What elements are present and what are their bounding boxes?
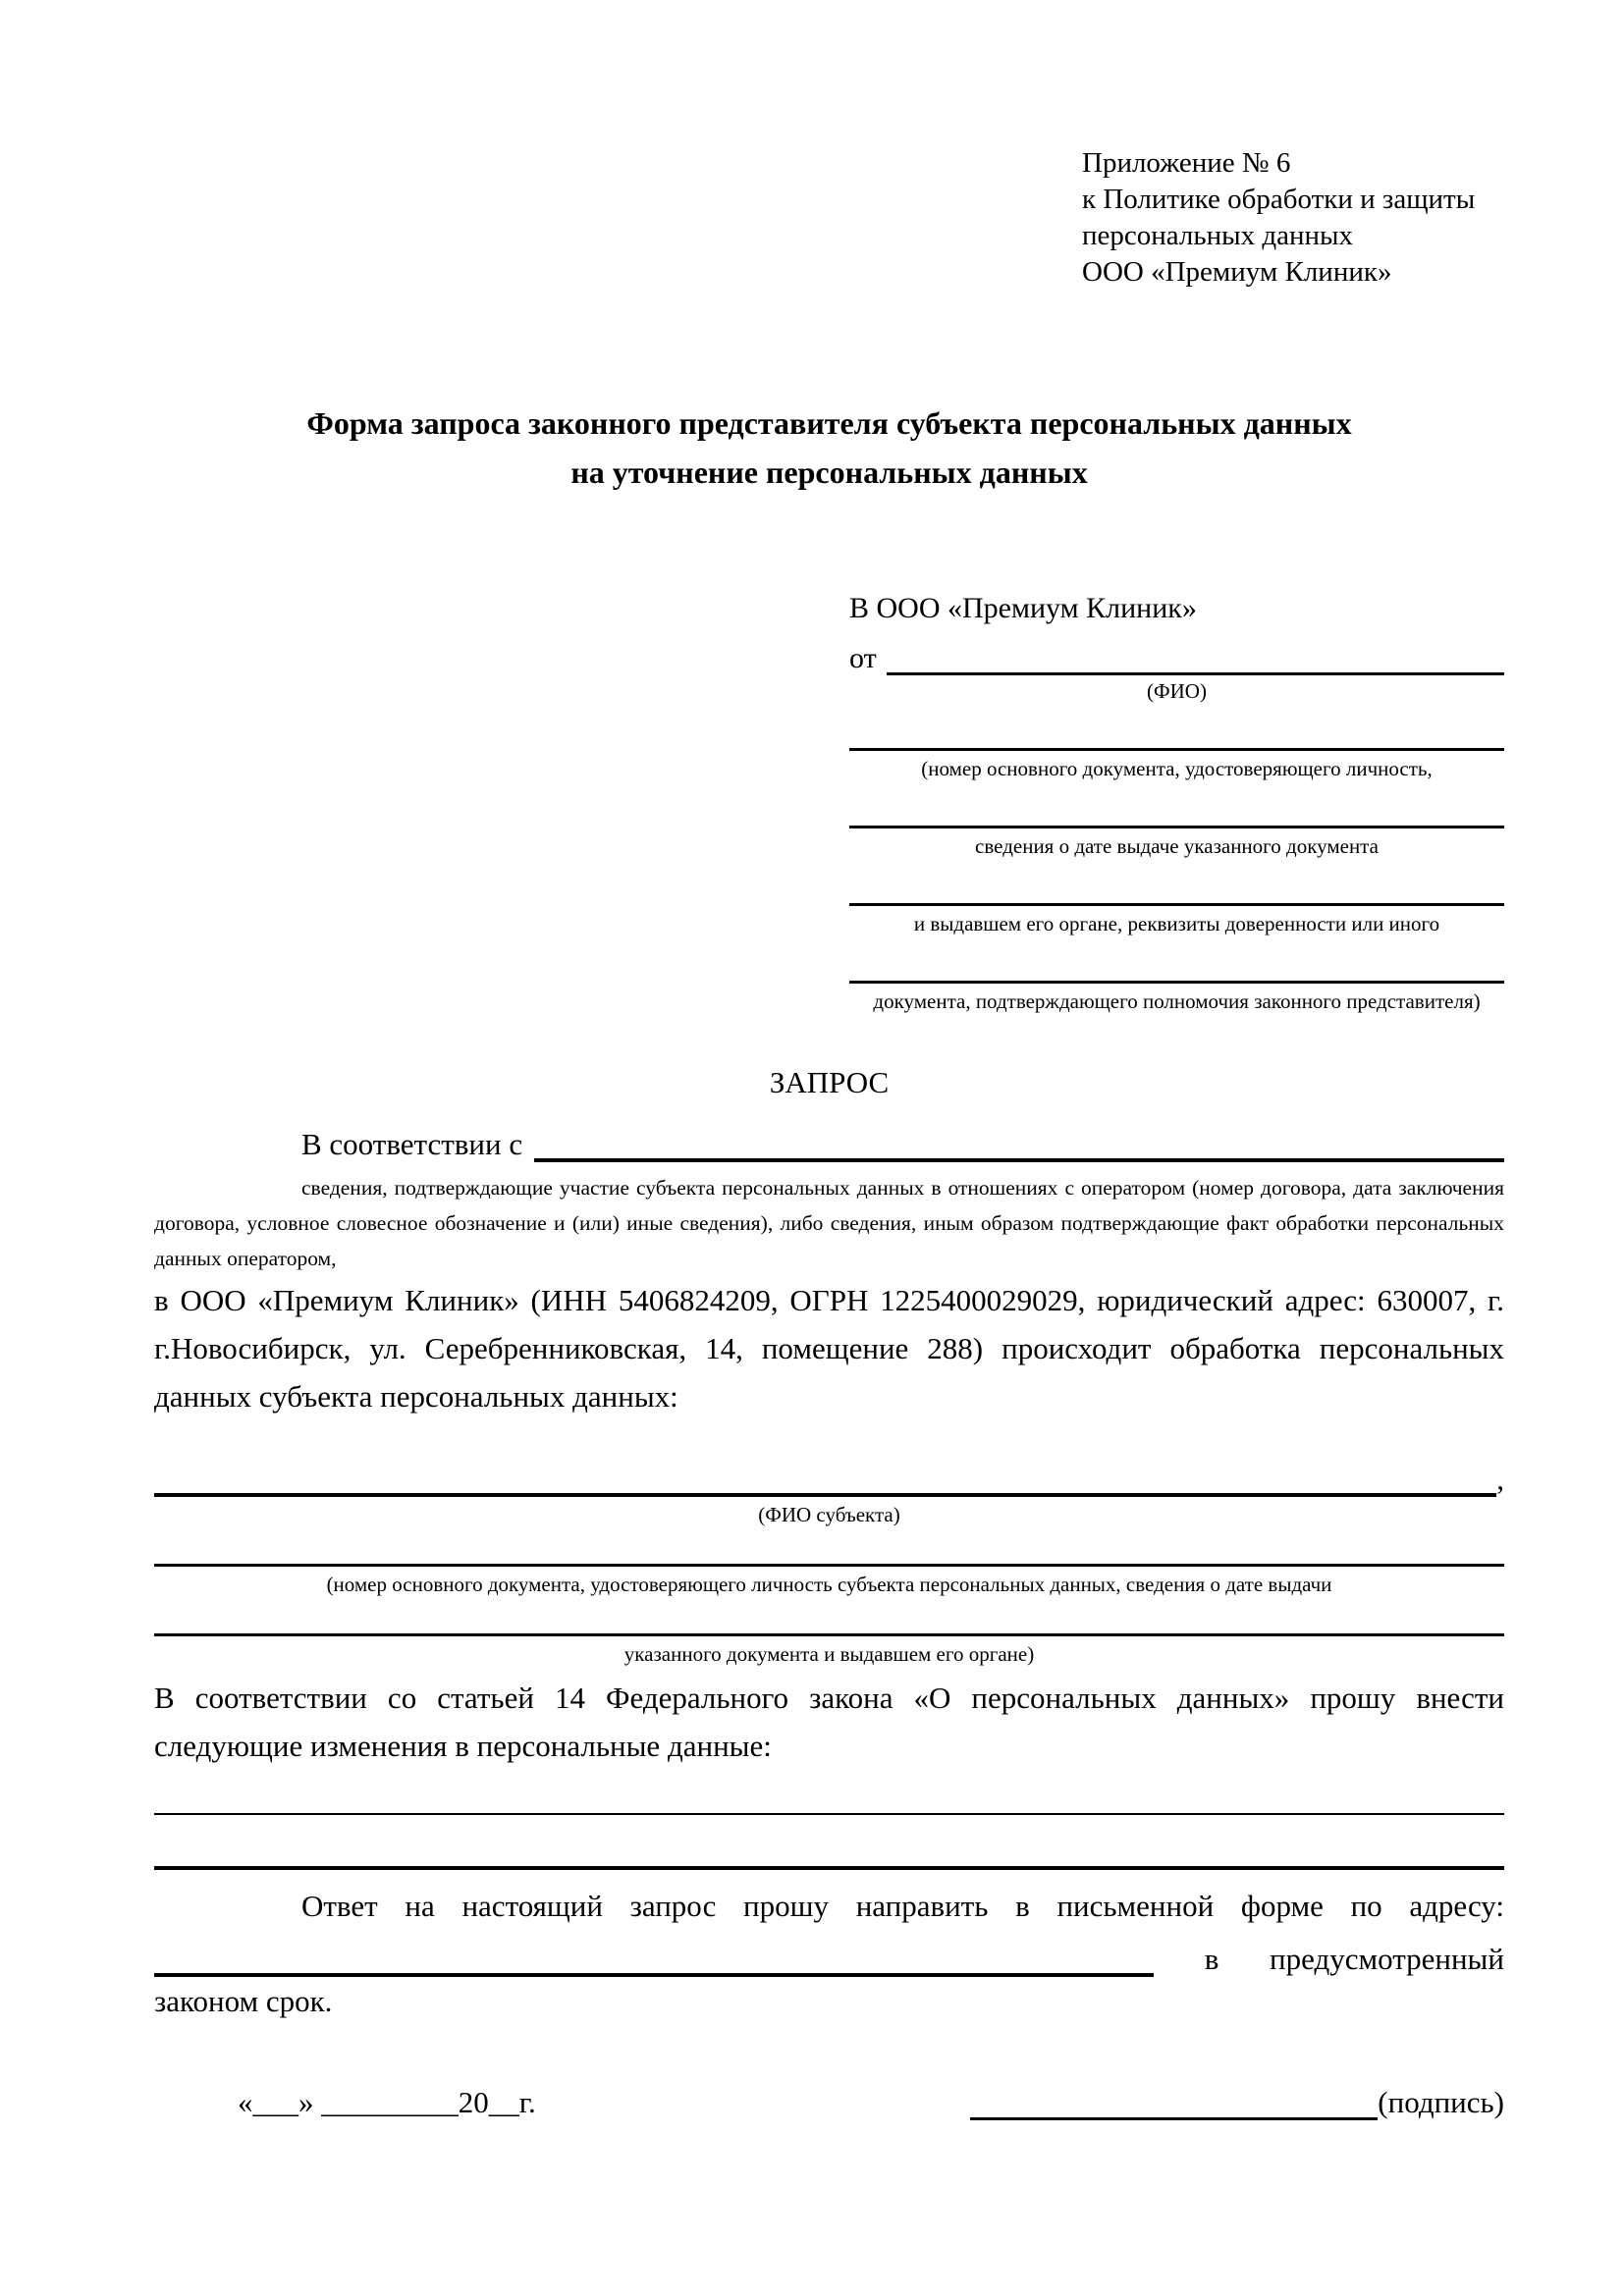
request-heading: ЗАПРОС — [769, 1065, 890, 1099]
appendix-line: Приложение № 6 — [1082, 147, 1291, 179]
document-title-line: на уточнение персональных данных — [570, 454, 1088, 490]
date-blank-field: «___» _________20__г. — [238, 2085, 536, 2119]
changes-blank-field — [154, 1813, 1504, 1815]
basis-label: В соответствии с — [301, 1127, 523, 1161]
article14-paragraph: В соответствии со статьей 14 Федерального закона «О персональных данных» прошу внести следующие изменения в персональные данные: — [154, 1681, 1504, 1763]
answer-tail-word: предусмотренный — [1270, 1942, 1504, 1976]
addressee-block — [849, 587, 1504, 1015]
document-title — [154, 399, 1504, 497]
representative-doc-caption: сведения о дате выдаче указанного документа — [975, 834, 1379, 858]
from-blank-field — [887, 633, 1504, 675]
appendix-header — [1082, 145, 1504, 291]
appendix-line: к Политике обработки и защиты — [1082, 184, 1476, 215]
answer-paragraph: Ответ на настоящий запрос прошу направить в письменной форме по адресу: — [301, 1889, 1504, 1923]
basis-blank-field — [534, 1117, 1504, 1162]
answer-tail-word: в — [1204, 1942, 1219, 1976]
basis-caption: сведения, подтверждающие участие субъекта персональных данных в отношениях с оператором (номер договора, дата заключения договора, условное словесное обозначение и (или) иные сведения), либо сведения, иным образом подтверждающие факт обработки персональных данных оператором, — [154, 1176, 1504, 1270]
representative-doc-caption: документа, подтверждающего полномочия законного представителя) — [873, 989, 1481, 1013]
address-blank-field — [154, 1934, 1154, 1977]
subject-doc-caption: (номер основного документа, удостоверяющего личность субъекта персональных данных, сведения о дате выдачи — [326, 1573, 1332, 1596]
representative-doc-blank-field — [849, 748, 1504, 751]
signature-blank-field — [970, 2082, 1378, 2120]
subject-fio-caption: (ФИО субъекта) — [758, 1503, 900, 1526]
subject-fio-blank-field — [154, 1458, 1496, 1497]
from-label: от — [849, 642, 877, 674]
appendix-line: персональных данных — [1082, 220, 1354, 251]
subject-doc-caption: указанного документа и выдавшем его органе) — [623, 1642, 1035, 1666]
document-title-line: Форма запроса законного представителя субъекта персональных данных — [306, 405, 1352, 441]
representative-doc-blank-field — [849, 981, 1504, 984]
representative-doc-blank-field — [849, 903, 1504, 906]
representative-doc-blank-field — [849, 826, 1504, 828]
trailing-comma: , — [1496, 1462, 1504, 1496]
changes-blank-field — [154, 1866, 1504, 1870]
fio-caption: (ФИО) — [1147, 679, 1207, 703]
representative-doc-caption: и выдавшем его органе, реквизиты доверенности или иного — [913, 912, 1440, 935]
subject-doc-blank-field — [154, 1564, 1504, 1567]
from-field-row — [849, 630, 1504, 675]
subject-fields — [154, 1458, 1504, 1668]
basis-field-row — [154, 1115, 1504, 1162]
representative-doc-caption: (номер основного документа, удостоверяющего личность, — [921, 757, 1433, 780]
subject-fio-field-row — [154, 1458, 1504, 1497]
answer-address-field-row — [154, 1930, 1504, 1977]
date-signature-row — [154, 2082, 1504, 2120]
answer-closing: законом срок. — [154, 1984, 333, 2018]
document-content — [154, 0, 1504, 2120]
operator-paragraph: в ООО «Премиум Клиник» (ИНН 5406824209, ОГРН 1225400029029, юридический адрес: 630007, г. г.Новосибирск, ул. Серебренниковская, 14, помещение 288) происходит обработка персональных данных субъекта персональных данных: — [154, 1283, 1504, 1414]
addressee-organization: В ООО «Премиум Клиник» — [849, 592, 1197, 624]
signature-caption: (подпись) — [1378, 2085, 1504, 2119]
signature-area — [970, 2082, 1504, 2120]
appendix-line: ООО «Премиум Клиник» — [1082, 256, 1392, 288]
subject-doc-blank-field — [154, 1633, 1504, 1636]
